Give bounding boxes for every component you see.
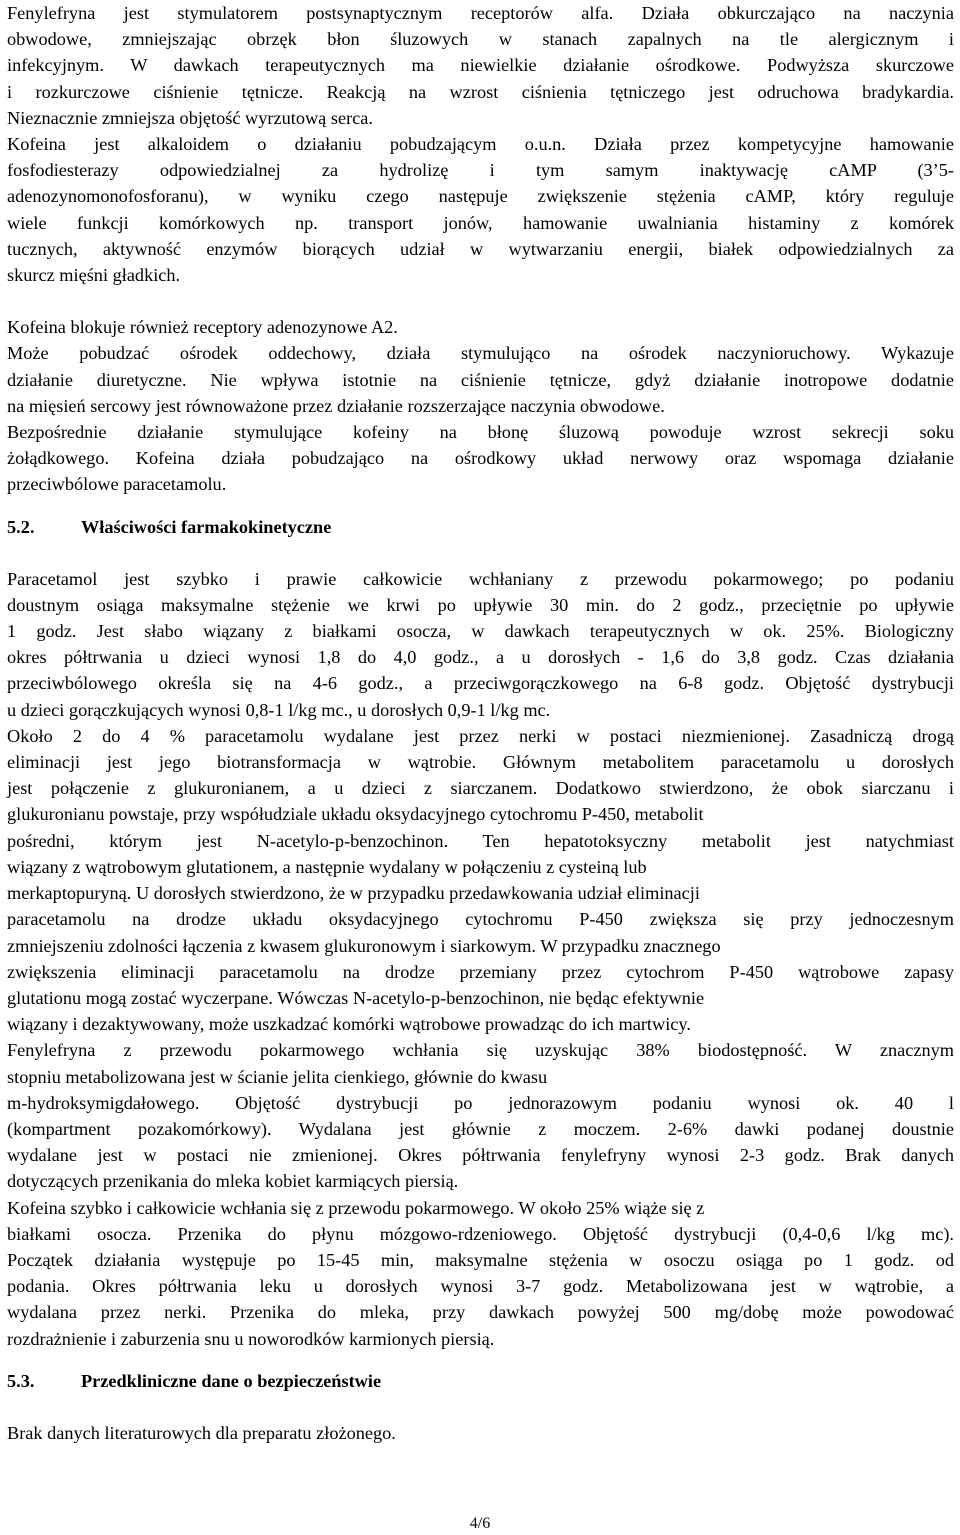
text-line: adenozynomonofosforanu), w wyniku czego następuje zwiększenie stężenia cAMP, który reguluje (7, 186, 954, 207)
text-line: Nieznacznie zmniejsza objętość wyrzutową serca. (7, 107, 373, 128)
text-line: wydalana przez nerki. Przenika do mleka, przy dawkach powyżej 500 mg/dobę może powodować (7, 1302, 954, 1323)
text-line: (kompartment pozakomórkowy). Wydalana jest głównie z moczem. 2-6% dawki podanej doustnie (7, 1118, 954, 1139)
top-paragraph (7, 0, 954, 288)
text-line: u dzieci gorączkujących wynosi 0,8-1 l/kg mc., u dorosłych 0,9-1 l/kg mc. (7, 699, 551, 720)
paragraph-gap (7, 540, 954, 566)
text-line: m-hydroksymigdałowego. Objętość dystrybucji po jednorazowym podaniu wynosi ok. 40 l (7, 1092, 954, 1113)
text-line: podania. Okres półtrwania leku u dorosłych wynosi 3-7 godz. Metabolizowana jest w wątrobie, a (7, 1276, 954, 1297)
text-line: Kofeina jest alkaloidem o działaniu pobudzającym o.u.n. Działa przez kompetycyjne hamowanie (7, 134, 954, 155)
text-line: Paracetamol jest szybko i prawie całkowicie wchłaniany z przewodu pokarmowego; po podaniu (7, 568, 954, 589)
text-line: wydalane jest w postaci nie zmienionej. Okres półtrwania fenylefryny wynosi 2-3 godz. Brak danych (7, 1145, 954, 1166)
text-line: glukuronianu powstaje, przy współudziale układu oksydacyjnego cytochromu P-450, metabolit (7, 804, 704, 825)
section-heading-5-2 (7, 514, 954, 540)
section-heading-5-3 (7, 1368, 954, 1394)
text-line: Kofeina blokuje również receptory adenozynowe A2. (7, 317, 398, 338)
text-line: infekcyjnym. W dawkach terapeutycznych ma niewielkie działanie ośrodkowe. Podwyższa skurczowe (7, 55, 954, 76)
section-title: Właściwości farmakokinetyczne (81, 516, 332, 537)
text-line: fosfodiesterazy odpowiedzialnej za hydrolizę i tym samym inaktywację cAMP (3’5- (7, 160, 954, 181)
text-line: tucznych, aktywność enzymów biorących udział w wytwarzaniu energii, białek odpowiedzialnych za (7, 238, 954, 259)
text-line: przeciwbólowe paracetamolu. (7, 474, 227, 495)
text-line: zwiększenia eliminacji paracetamolu na drodze przemiany przez cytochrom P-450 wątrobowe zapasy (7, 961, 954, 982)
text-line: dotyczących przenikania do mleka kobiet karmiących piersią. (7, 1171, 459, 1192)
text-line: rozdrażnienie i zaburzenia snu u noworodków karmionych piersią. (7, 1328, 495, 1349)
text-line: wiązany i dezaktywowany, może uszkadzać komórki wątrobowe prowadząc do ich martwicy. (7, 1014, 691, 1035)
text-line: wiązany z wątrobowym glutationem, a następnie wydalany w połączeniu z cysteiną lub (7, 856, 647, 877)
pharmacokinetics-paragraph (7, 566, 954, 1352)
text-line: na mięsień sercowy jest równoważone przez działanie rozszerzające naczynia obwodowe. (7, 395, 665, 416)
text-line: doustnym osiąga maksymalne stężenie we krwi po upływie 30 min. do 2 godz., przeciętnie po upływie (7, 594, 954, 615)
text-line: Początek działania występuje po 15-45 min, maksymalne stężenia w osoczu osiąga po 1 godz. od (7, 1249, 954, 1270)
text-line: okres półtrwania u dzieci wynosi 1,8 do 4,0 godz., a u dorosłych - 1,6 do 3,8 godz. Czas działania (7, 647, 954, 668)
text-line: jest połączenie z glukuronianem, a u dzieci z siarczanem. Dodatkowo stwierdzono, że obok siarczanu i (7, 778, 954, 799)
section-number: 5.3. (7, 1370, 35, 1391)
paragraph-gap (7, 498, 954, 514)
text-line: Fenylefryna jest stymulatorem postsynaptycznym receptorów alfa. Działa obkurczająco na naczynia (7, 3, 954, 23)
text-line: Bezpośrednie działanie stymulujące kofeiny na błonę śluzową powoduje wzrost sekrecji soku (7, 422, 954, 443)
paragraph-gap (7, 288, 954, 314)
preclinical-text: Brak danych literaturowych dla preparatu złożonego. (7, 1422, 396, 1443)
text-line: Może pobudzać ośrodek oddechowy, działa stymulująco na ośrodek naczynioruchowy. Wykazuje (7, 343, 954, 364)
text-line: przeciwbólowego określa się na 4-6 godz., a przeciwgorączkowego na 6-8 godz. Objętość dystrybucji (7, 673, 954, 694)
text-line: paracetamolu na drodze układu oksydacyjnego cytochromu P-450 zwiększa się przy jednoczesnym (7, 909, 954, 930)
text-line: i rozkurczowe ciśnienie tętnicze. Reakcją na wzrost ciśnienia tętniczego jest odruchowa bradykardia. (7, 81, 954, 102)
text-line: pośredni, którym jest N-acetylo-p-benzochinon. Ten hepatotoksyczny metabolit jest natychmiast (7, 830, 954, 851)
text-line: skurcz mięśni gładkich. (7, 265, 181, 286)
text-line: żołądkowego. Kofeina działa pobudzająco na ośrodkowy układ nerwowy oraz wspomaga działanie (7, 448, 954, 469)
text-line: glutationu mogą zostać wyczerpane. Wówczas N-acetylo-p-benzochinon, nie będąc efektywnie (7, 987, 705, 1008)
text-line: merkaptopuryną. U dorosłych stwierdzono, że w przypadku przedawkowania udział eliminacji (7, 883, 700, 904)
text-line: białkami osocza. Przenika do płynu mózgowo-rdzeniowego. Objętość dystrybucji (0,4-0,6 l/kg mc). (7, 1223, 954, 1244)
paragraph-gap (7, 1394, 954, 1420)
text-line: Fenylefryna z przewodu pokarmowego wchłania się uzyskując 38% biodostępność. W znacznym (7, 1040, 954, 1061)
text-line: działanie diuretyczne. Nie wpływa istotnie na ciśnienie tętnicze, gdyż działanie inotropowe dodatnie (7, 369, 954, 390)
text-line: Kofeina szybko i całkowicie wchłania się z przewodu pokarmowego. W około 25% wiąże się z (7, 1197, 705, 1218)
text-line: stopniu metabolizowana jest w ścianie jelita cienkiego, głównie do kwasu (7, 1066, 548, 1087)
section-title: Przedkliniczne dane o bezpieczeństwie (81, 1370, 382, 1391)
text-line: eliminacji jest jego biotransformacja w wątrobie. Głównym metabolitem paracetamolu u dorosłych (7, 752, 954, 773)
caffeine-paragraph (7, 314, 954, 497)
text-line: zmniejszeniu zdolności łączenia z kwasem glukuronowym i siarkowym. W przypadku znacznego (7, 935, 721, 956)
text-line: Około 2 do 4 % paracetamolu wydalane jest przez nerki w postaci niezmienionej. Zasadniczą drogą (7, 725, 954, 746)
text-line: obwodowe, zmniejszając obrzęk błon śluzowych w stanach zapalnych na tle alergicznym i (7, 29, 954, 50)
paragraph-gap (7, 1352, 954, 1368)
document-page (7, 0, 954, 1446)
section-number: 5.2. (7, 516, 35, 537)
text-line: wiele funkcji komórkowych np. transport jonów, hamowanie uwalniania histaminy z komórek (7, 212, 954, 233)
page-number: 4/6 (469, 1515, 491, 1532)
text-line: 1 godz. Jest słabo wiązany z białkami osocza, w dawkach terapeutycznych w ok. 25%. Biologiczny (7, 621, 954, 642)
